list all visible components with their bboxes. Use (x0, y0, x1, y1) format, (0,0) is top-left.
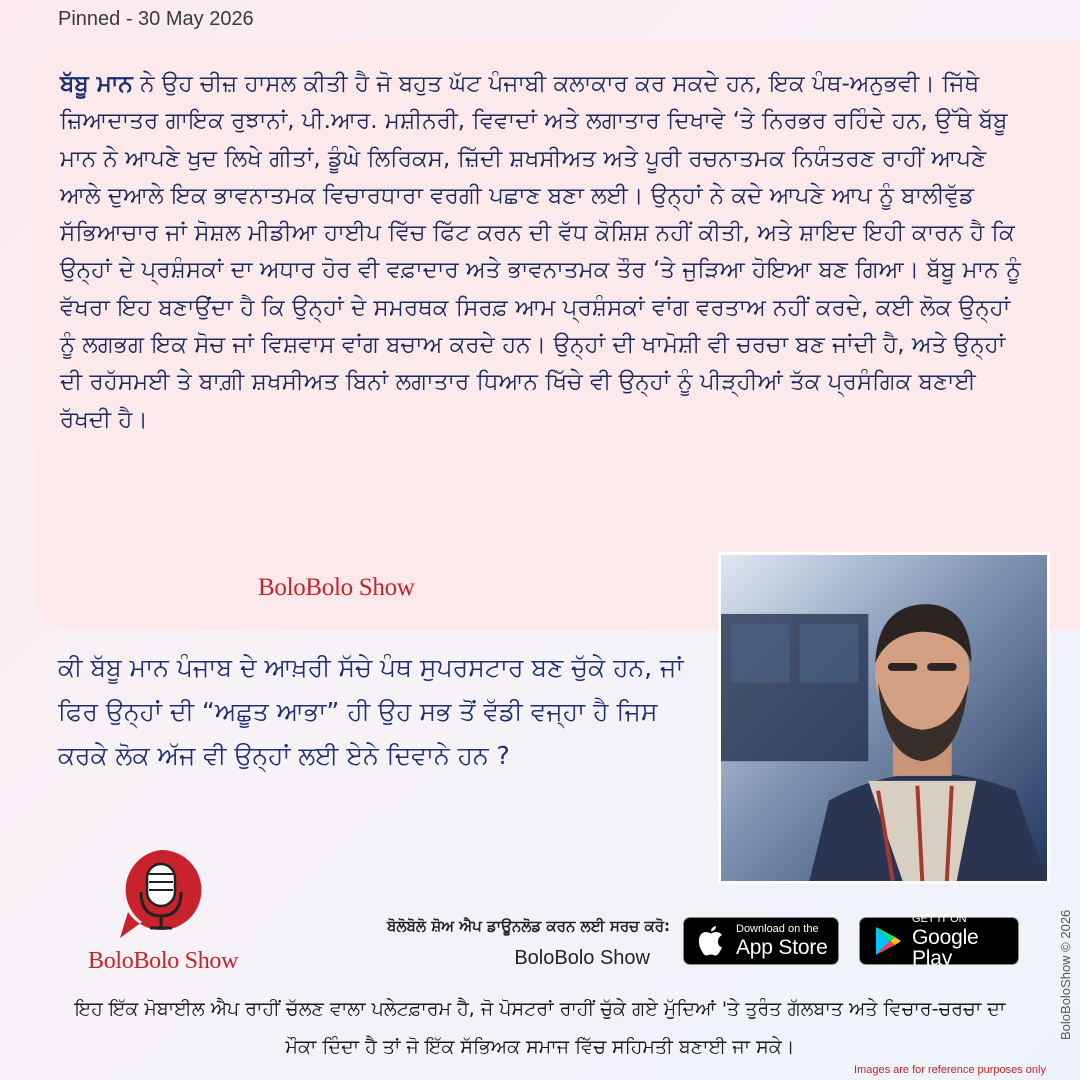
google-play-label: Google Play (912, 925, 979, 970)
google-play-small: GET IT ON (912, 912, 967, 925)
article-name: ਬੱਬੂ ਮਾਨ (60, 71, 133, 97)
article-body: ਨੇ ਉਹ ਚੀਜ਼ ਹਾਸਲ ਕੀਤੀ ਹੈ ਜੋ ਬਹੁਤ ਘੱਟ ਪੰਜਾਬੀ ਕਲਾਕਾਰ ਕਰ ਸਕਦੇ ਹਨ, ਇਕ ਪੰਥ-ਅਨੁਭਵੀ। ਜਿੱਥੇ ਜ਼ਿਆਦਾਤਰ ਗਾਇਕ ਰੁਝਾਨਾਂ, ਪੀ.ਆਰ. ਮਸ਼ੀਨਰੀ, ਵਿਵਾਦਾਂ ਅਤੇ ਲਗਾਤਾਰ ਦਿਖਾਵੇ ‘ਤੇ ਨਿਰਭਰ ਰਹਿੰਦੇ ਹਨ, ਉੱਥੇ ਬੱਬੂ ਮਾਨ ਨੇ ਆਪਣੇ ਖੁਦ ਲਿਖੇ ਗੀਤਾਂ, ਡੂੰਘੇ ਲਿਰਿਕਸ, ਜ਼ਿੱਦੀ ਸ਼ਖਸੀਅਤ ਅਤੇ ਪੂਰੀ ਰਚਨਾਤਮਕ ਨਿਯੰਤਰਣ ਰਾਹੀਂ ਆਪਣੇ ਆਲੇ ਦੁਆਲੇ ਇਕ ਭਾਵਨਾਤਮਕ ਵਿਚਾਰਧਾਰਾ ਵਰਗੀ ਪਛਾਣ ਬਣਾ ਲਈ। ਉਨ੍ਹਾਂ ਨੇ ਕਦੇ ਆਪਣੇ ਆਪ ਨੂੰ ਬਾਲੀਵੁੱਡ ਸੱਭਿਆਚਾਰ ਜਾਂ ਸੋਸ਼ਲ ਮੀਡੀਆ ਹਾਈਪ ਵਿੱਚ ਫਿੱਟ ਕਰਨ ਦੀ ਵੱਧ ਕੋਸ਼ਿਸ਼ ਨਹੀਂ ਕੀਤੀ, ਅਤੇ ਸ਼ਾਇਦ ਇਹੀ ਕਾਰਨ ਹੈ ਕਿ ਉਨ੍ਹਾਂ ਦੇ ਪ੍ਰਸ਼ੰਸਕਾਂ ਦਾ ਅਧਾਰ ਹੋਰ ਵੀ ਵਫ਼ਾਦਾਰ ਅਤੇ ਭਾਵਨਾਤਮਕ ਤੌਰ ‘ਤੇ ਜੁੜਿਆ ਹੋਇਆ ਬਣ ਗਿਆ। ਬੱਬੂ ਮਾਨ ਨੂੰ ਵੱਖਰਾ ਇਹ ਬਣਾਉਂਦਾ ਹੈ ਕਿ ਉਨ੍ਹਾਂ ਦੇ ਸਮਰਥਕ ਸਿਰਫ਼ ਆਮ ਪ੍ਰਸ਼ੰਸਕਾਂ ਵਾਂਗ ਵਰਤਾਅ ਨਹੀਂ ਕਰਦੇ, ਕਈ ਲੋਕ ਉਨ੍ਹਾਂ ਨੂੰ ਲਗਭਗ ਇਕ ਸੋਚ ਜਾਂ ਵਿਸ਼ਵਾਸ ਵਾਂਗ ਬਚਾਅ ਕਰਦੇ ਹਨ। ਉਨ੍ਹਾਂ ਦੀ ਖਾਮੋਸ਼ੀ ਵੀ ਚਰਚਾ ਬਣ ਜਾਂਦੀ ਹੈ, ਅਤੇ ਉਨ੍ਹਾਂ ਦੀ ਰਹੱਸਮਈ ਤੇ ਬਾਗ਼ੀ ਸ਼ਖਸੀਅਤ ਬਿਨਾਂ ਲਗਾਤਾਰ ਧਿਆਨ ਖਿੱਚੇ ਵੀ ਉਨ੍ਹਾਂ ਨੂੰ ਪੀੜ੍ਹੀਆਂ ਤੱਕ ਪ੍ਰਸੰਗਿਕ ਬਣਾਈ ਰੱਖਦੀ ਹੈ। (60, 71, 1021, 433)
download-instruction: ਬੋਲੋਬੋਲੋ ਸ਼ੋਅ ਐਪ ਡਾਊਨਲੋਡ ਕਰਨ ਲਈ ਸਰਚ ਕਰੋ: (386, 917, 670, 935)
copyright-vertical: BoloBoloShow © 2026 (1058, 909, 1073, 1040)
question-text: ਕੀ ਬੱਬੂ ਮਾਨ ਪੰਜਾਬ ਦੇ ਆਖ਼ਰੀ ਸੱਚੇ ਪੰਥ ਸੁਪਰਸਟਾਰ ਬਣ ਚੁੱਕੇ ਹਨ, ਜਾਂ ਫਿਰ ਉਨ੍ਹਾਂ ਦੀ “ਅਛੂਤ ਆਭਾ” ਹੀ ਉਹ ਸਭ ਤੋਂ ਵੱਡੀ ਵਜ੍ਹਾ ਹੈ ਜਿਸ ਕਰਕੇ ਲੋਕ ਅੱਜ ਵੀ ਉਨ੍ਹਾਂ ਲਈ ਏਨੇ ਦਿਵਾਨੇ ਹਨ ? (58, 653, 684, 770)
brand-watermark: BoloBolo Show (258, 574, 415, 601)
apple-icon (692, 922, 730, 960)
article-text (60, 66, 1030, 439)
portrait-illustration (721, 555, 1047, 881)
portrait-photo (718, 552, 1050, 884)
app-name: BoloBolo Show (514, 947, 650, 969)
microphone-icon (116, 846, 206, 946)
brand-logo-text: BoloBolo Show (88, 948, 239, 974)
image-disclaimer: Images are for reference purposes only (854, 1064, 1046, 1076)
app-store-small: Download on the (736, 923, 819, 935)
google-play-icon (868, 922, 906, 960)
pinned-date: Pinned - 30 May 2026 (58, 8, 254, 30)
footer-description: ਇਹ ਇੱਕ ਮੋਬਾਈਲ ਐਪ ਰਾਹੀਂ ਚੱਲਣ ਵਾਲਾ ਪਲੇਟਫ਼ਾਰਮ ਹੈ, ਜੋ ਪੋਸਟਰਾਂ ਰਾਹੀਂ ਚੁੱਕੇ ਗਏ ਮੁੱਦਿਆਂ 'ਤੇ ਤੁਰੰਤ ਗੱਲਬਾਤ ਅਤੇ ਵਿਚਾਰ-ਚਰਚਾ ਦਾ ਮੌਕਾ ਦਿੰਦਾ ਹੈ ਤਾਂ ਜੋ ਇੱਕ ਸੱਭਿਅਕ ਸਮਾਜ ਵਿੱਚ ਸਹਿਮਤੀ ਬਣਾਈ ਜਾ ਸਕੇ। (74, 998, 1006, 1058)
app-store-label: App Store (736, 936, 828, 959)
google-play-button[interactable] (859, 912, 1019, 970)
app-store-button[interactable] (683, 917, 839, 965)
